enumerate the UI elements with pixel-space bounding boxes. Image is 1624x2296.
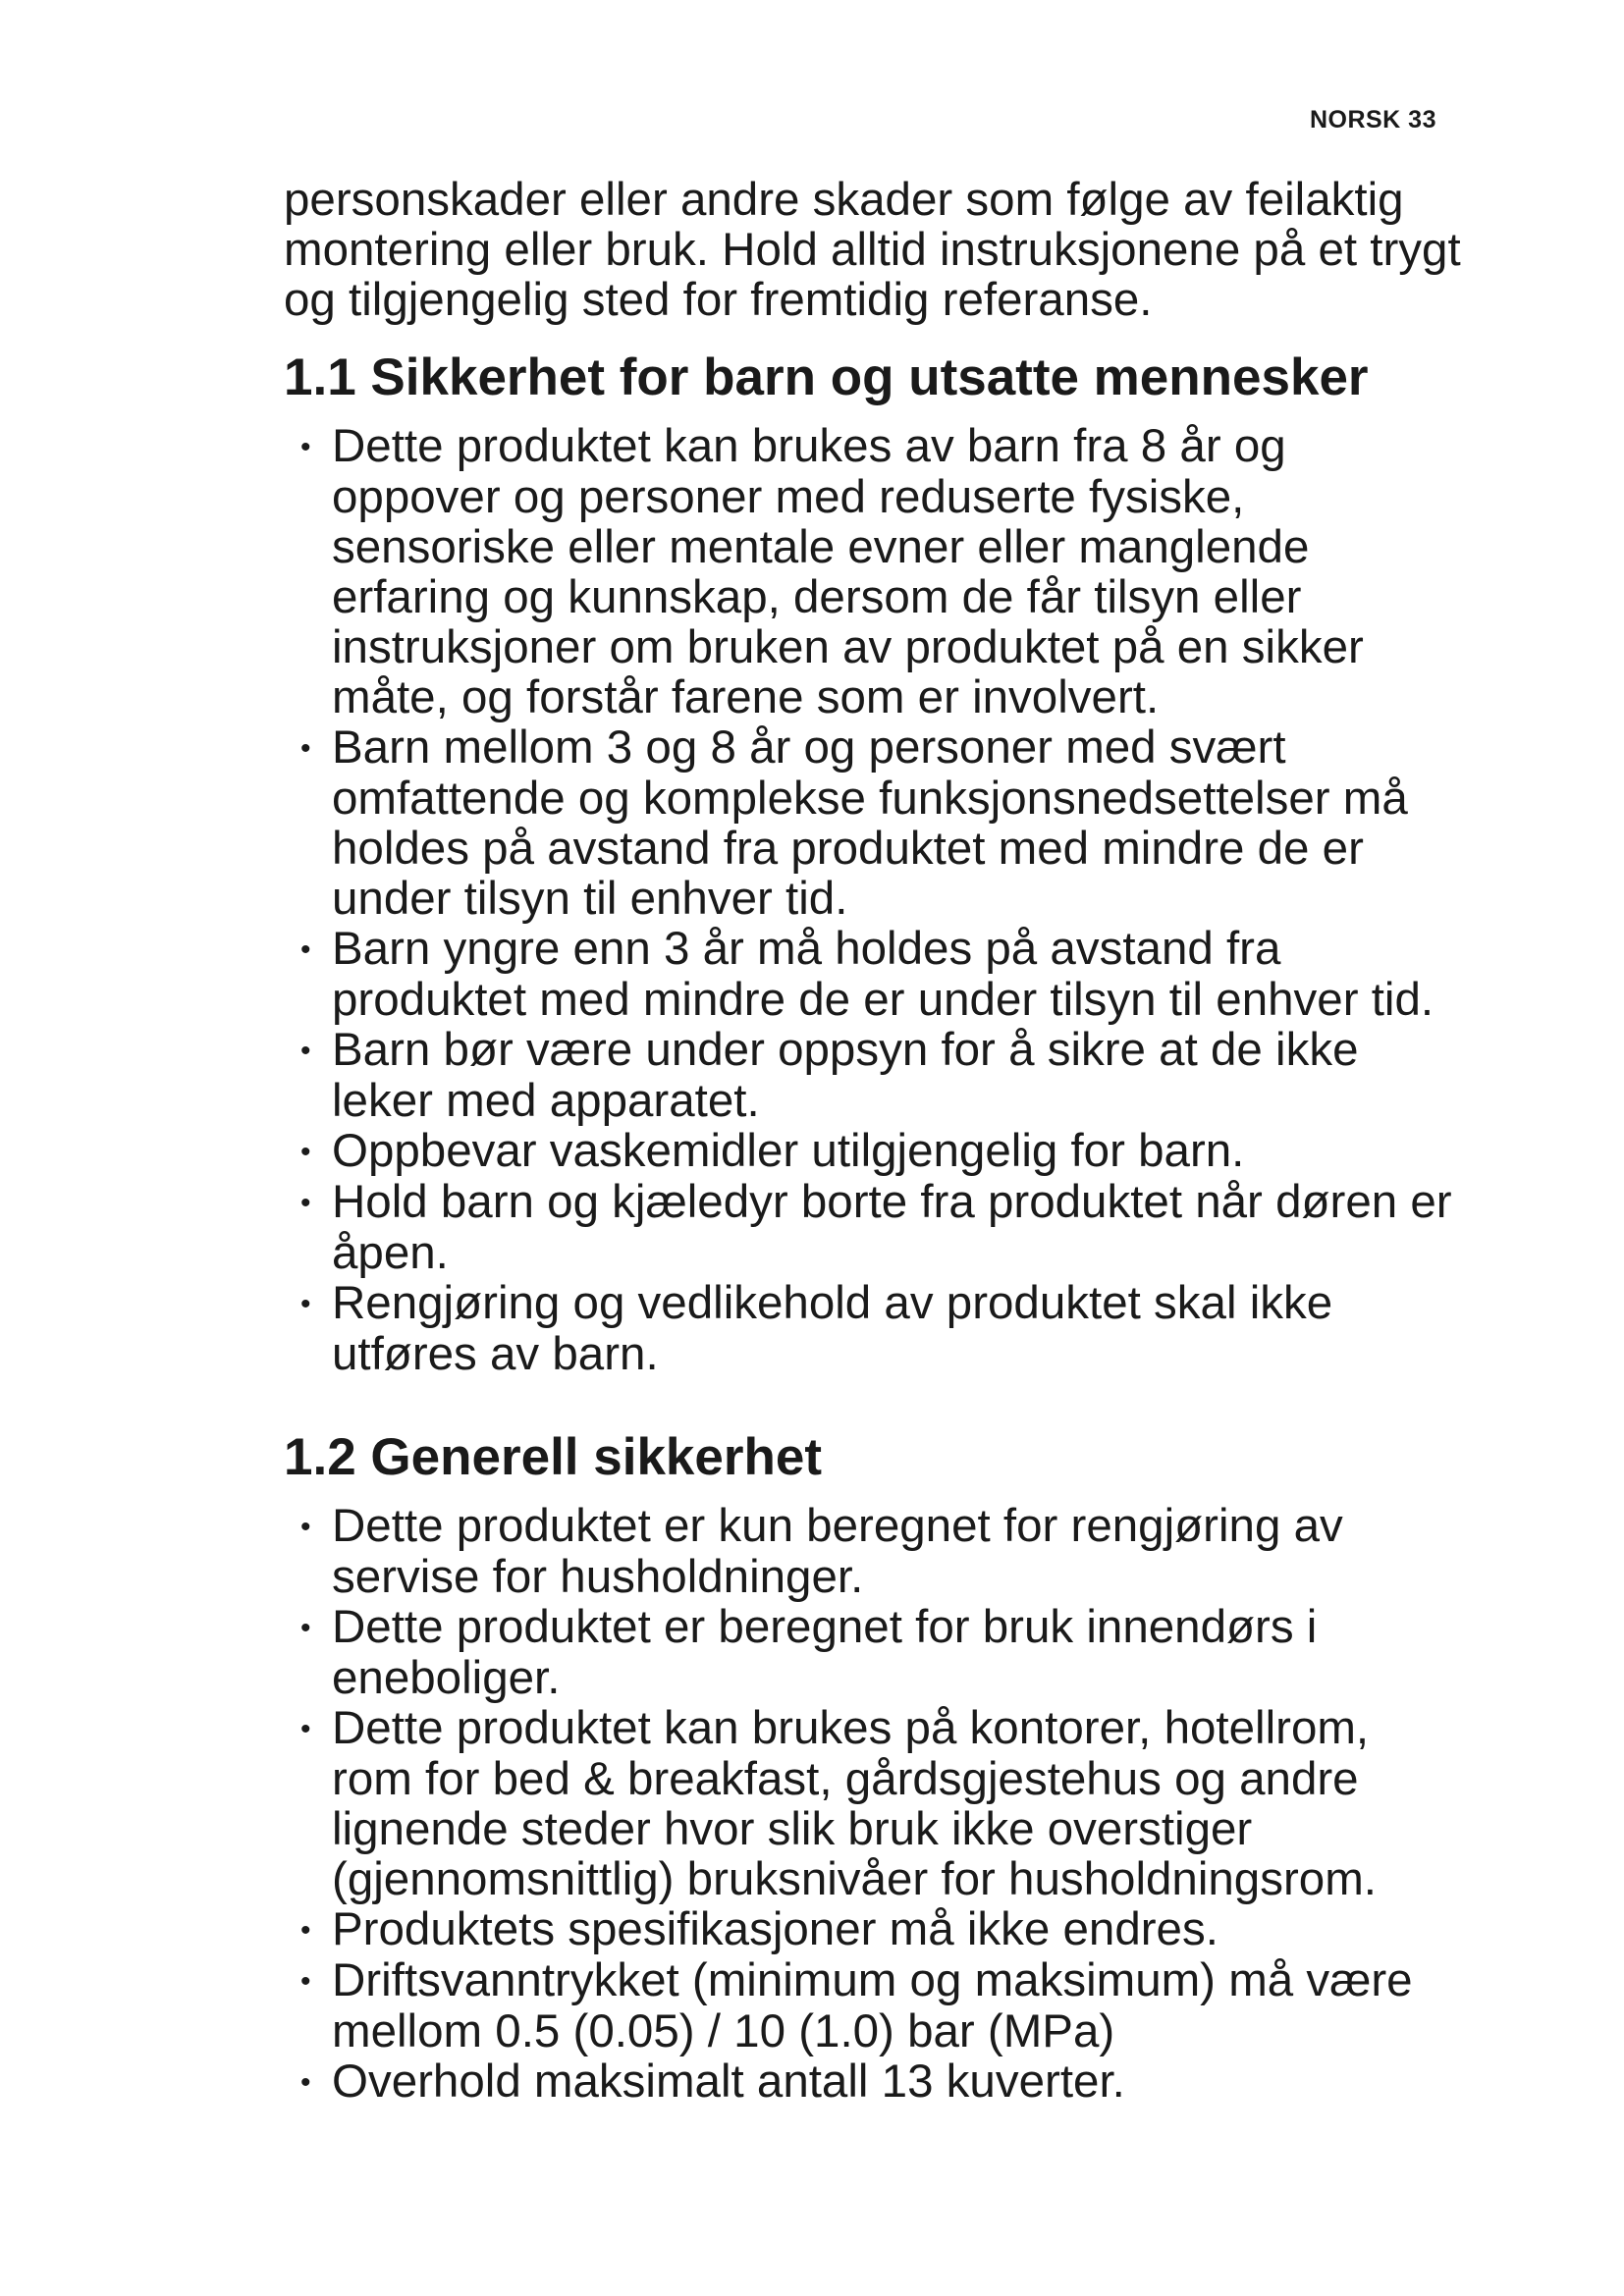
bullet-icon: • xyxy=(300,1612,311,1644)
list-item: • Driftsvanntrykket (minimum og maksimum) må være mellom 0.5 (0.05) / 10 (1.0) bar (MPa) xyxy=(300,1954,1413,2057)
bullet-icon: • xyxy=(300,431,311,463)
section-number: 1.1 xyxy=(284,348,356,406)
list-item: • Barn bør være under oppsyn for å sikre at de ikke leker med apparatet. xyxy=(300,1024,1359,1127)
bullet-icon: • xyxy=(300,934,311,966)
section-heading-1-2 xyxy=(284,1428,1462,1487)
list-item: • Oppbevar vaskemidler utilgjengelig for barn. xyxy=(300,1125,1245,1177)
section-heading-1-1 xyxy=(284,348,1462,407)
list-item: • Dette produktet er kun beregnet for rengjøring av servise for husholdninger. xyxy=(300,1500,1343,1603)
list-item: • Overhold maksimalt antall 13 kuverter. xyxy=(300,2056,1125,2108)
list-item: • Barn mellom 3 og 8 år og personer med svært omfattende og komplekse funksjonsnedsettelser må holdes på avstand fra produktet med mindre de er under tilsyn til enhver tid. xyxy=(300,721,1408,925)
page-header-label: NORSK 33 xyxy=(1309,106,1436,133)
list-item: • Barn yngre enn 3 år må holdes på avstand fra produktet med mindre de er under tilsyn til enhver tid. xyxy=(300,923,1435,1026)
section-number: 1.2 xyxy=(284,1428,356,1486)
list-item: • Dette produktet kan brukes på kontorer, hotellrom, rom for bed & breakfast, gårdsgjestehus og andre lignende steder hvor slik bruk ikke overstiger (gjennomsnittlig) bruksnivåer for husholdningsrom. xyxy=(300,1702,1377,1905)
intro-paragraph: personskader eller andre skader som følge av feilaktig montering eller bruk. Hold alltid instruksjonene på et trygt og tilgjengelig sted for fremtidig referanse. xyxy=(284,174,1461,326)
bullet-icon: • xyxy=(300,1511,311,1543)
bullet-list-general-safety xyxy=(284,1501,1462,2108)
document-body xyxy=(284,175,1462,2108)
bullet-icon: • xyxy=(300,1136,311,1168)
list-item: • Rengjøring og vedlikehold av produktet skal ikke utføres av barn. xyxy=(300,1277,1333,1380)
list-item: • Dette produktet er beregnet for bruk innendørs i eneboliger. xyxy=(300,1601,1318,1704)
bullet-icon: • xyxy=(300,2066,311,2099)
list-item: • Dette produktet kan brukes av barn fra 8 år og oppover og personer med reduserte fysiske, sensoriske eller mentale evner eller manglende erfaring og kunnskap, dersom de får tilsyn eller instruksjoner om bruken av produktet på en sikker måte, og forstår farene som er involvert. xyxy=(300,420,1364,723)
bullet-icon: • xyxy=(300,1035,311,1067)
bullet-icon: • xyxy=(300,1288,311,1320)
bullet-icon: • xyxy=(300,732,311,765)
list-item: • Produktets spesifikasjoner må ikke endres. xyxy=(300,1903,1218,1955)
bullet-list-children-safety xyxy=(284,421,1462,1379)
bullet-icon: • xyxy=(300,1914,311,1947)
section-title-text: Sikkerhet for barn og utsatte mennesker xyxy=(370,348,1369,406)
bullet-icon: • xyxy=(300,1713,311,1745)
list-item: • Hold barn og kjæledyr borte fra produktet når døren er åpen. xyxy=(300,1176,1452,1279)
bullet-icon: • xyxy=(300,1187,311,1219)
section-title-text: Generell sikkerhet xyxy=(370,1428,823,1486)
bullet-icon: • xyxy=(300,1965,311,1998)
